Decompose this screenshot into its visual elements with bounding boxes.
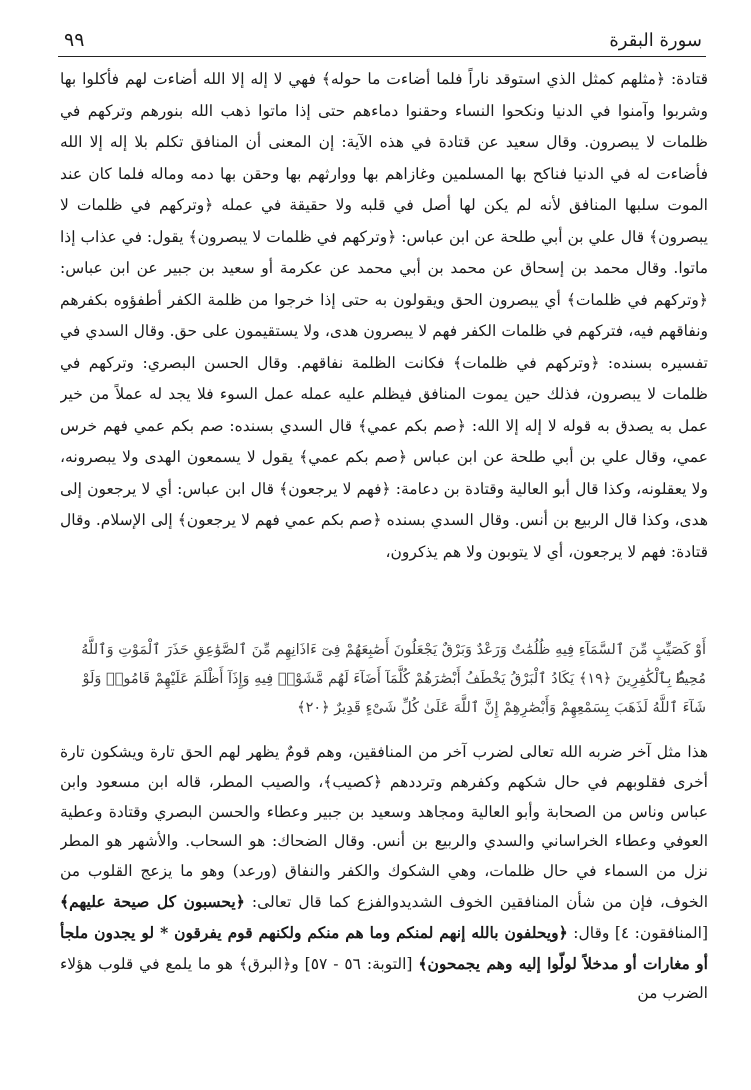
quoted-verse-bold-1: ﴿يحسبون كل صيحة عليهم﴾ — [60, 891, 245, 911]
page-header — [58, 22, 706, 57]
paragraph-2-text-b: [المنافقون: ٤] وقال: — [573, 923, 708, 942]
quoted-verse-bold-2: ﴿ويحلفون بالله إنهم لمنكم وما هم منكم ولكنهم قوم يفرقون * لو يجدون ملجأ أو مغارات أو مدخلاً لولّوا إليه وهم يجمحون﴾ — [60, 922, 708, 973]
paragraph-2-text-a: هذا مثل آخر ضربه الله تعالى لضرب آخر من المنافقين، وهم قومٌ يظهر لهم الحق تارة ويشكون تارة أخرى فقلوبهم في حال شكهم وكفرهم وترددهم ﴿كصيب﴾، والصيب المطر، قاله ابن مسعود وابن عباس وناس من الصحابة وأبو العالية ومجاهد وسعيد بن جبير وعطاء والحسن البصري وقتادة وعطية العوفي وعطاء الخراساني والسدي والربيع بن أنس. وقال الضحاك: هو السحاب. والأشهر هو المطر نزل من السماء في حال ظلمات، وهي الشكوك والكفر والنفاق (ورعد) وهو ما يزعج القلوب من الخوف، فإن من شأن المنافقين الخوف الشديدوالفزع كما قال تعالى: — [60, 743, 708, 911]
quran-verses: أَوْ كَصَيِّبٍ مِّنَ ٱلسَّمَآءِ فِيهِ ظُلُمَٰتٌ وَرَعْدٌ وَبَرْقٌ يَجْعَلُونَ أَصَٰبِعَهُمْ فِىٓ ءَاذَانِهِم مِّنَ ٱلصَّوَٰعِقِ حَذَرَ ٱلْمَوْتِ وَٱللَّهُ مُحِيطٌۢ بِٱلْكَٰفِرِينَ ﴿١٩﴾ يَكَادُ ٱلْبَرْقُ يَخْطَفُ أَبْصَٰرَهُمْ كُلَّمَآ أَضَآءَ لَهُم مَّشَوْا۟ فِيهِ وَإِذَآ أَظْلَمَ عَلَيْهِمْ قَامُوا۟ وَلَوْ شَآءَ ٱللَّهُ لَذَهَبَ بِسَمْعِهِمْ وَأَبْصَٰرِهِمْ إِنَّ ٱللَّهَ عَلَىٰ كُلِّ شَىْءٍ قَدِيرٌ ﴿٢٠﴾ — [81, 642, 706, 716]
commentary-paragraph-1: قتادة: ﴿مثلهم كمثل الذي استوقد ناراً فلما أضاءت ما حوله﴾ فهي لا إله إلا الله أضاءت لهم فأكلوا بها وشربوا وآمنوا في الدنيا ونكحوا النساء وحقنوا دماءهم حتى إذا ماتوا ذهب الله بنورهم وتركهم في ظلمات لا يبصرون. وقال سعيد عن قتادة في هذه الآية: إن المعنى أن المنافق تكلم بلا إله إلا الله فأضاءت له في الدنيا فناكح بها المسلمين وغازاهم بها ووارثهم بها وحقن بها دمه وماله فلما كان عند الموت سلبها المنافق لأنه لم يكن لها أصل في قلبه ولا حقيقة في عمله ﴿وتركهم في ظلمات لا يبصرون﴾ قال علي بن أبي طلحة عن ابن عباس: ﴿وتركهم في ظلمات لا يبصرون﴾ يقول: في عذاب إذا ماتوا. وقال محمد بن إسحاق عن محمد بن أبي محمد عن عكرمة أو سعيد بن جبير عن ابن عباس: ﴿وتركهم في ظلمات﴾ أي يبصرون الحق ويقولون به حتى إذا خرجوا من ظلمة الكفر أطفؤوه بكفرهم ونفاقهم فيه، فتركهم في ظلمات الكفر فهم لا يبصرون هدى، ولا يستقيمون على حق. وقال السدي في تفسيره بسنده: ﴿وتركهم في ظلمات﴾ فكانت الظلمة نفاقهم. وقال الحسن البصري: وتركهم في ظلمات لا يبصرون، فذلك حين يموت المنافق فيظلم عليه عمله عمل السوء فلا يجد له عملاً من خير عمل به يصدق به قوله لا إله إلا الله: ﴿صم بكم عمي﴾ قال السدي بسنده: صم بكم عمي فهم خرس عمي، وقال علي بن أبي طلحة عن ابن عباس ﴿صم بكم عمي﴾ يقول لا يسمعون الهدى ولا يبصرونه، ولا يعقلونه، وكذا قال أبو العالية وقتادة بن دعامة: ﴿فهم لا يرجعون﴾ قال ابن عباس: أي لا يرجعون إلى هدى، وكذا قال الربيع بن أنس. وقال السدي بسنده ﴿صم بكم عمي فهم لا يرجعون﴾ إلى الإسلام. وقال قتادة: فهم لا يرجعون، أي لا يتوبون ولا هم يذكرون، — [60, 70, 708, 561]
commentary-paragraph-2 — [60, 738, 708, 1083]
surah-title: سورة البقرة — [609, 30, 702, 51]
page-number: ٩٩ — [64, 29, 85, 51]
paragraph-2-text-c: [التوبة: ٥٦ - ٥٧] و﴿البرق﴾ هو ما يلمع في قلوب هؤلاء الضرب من — [60, 954, 708, 1003]
